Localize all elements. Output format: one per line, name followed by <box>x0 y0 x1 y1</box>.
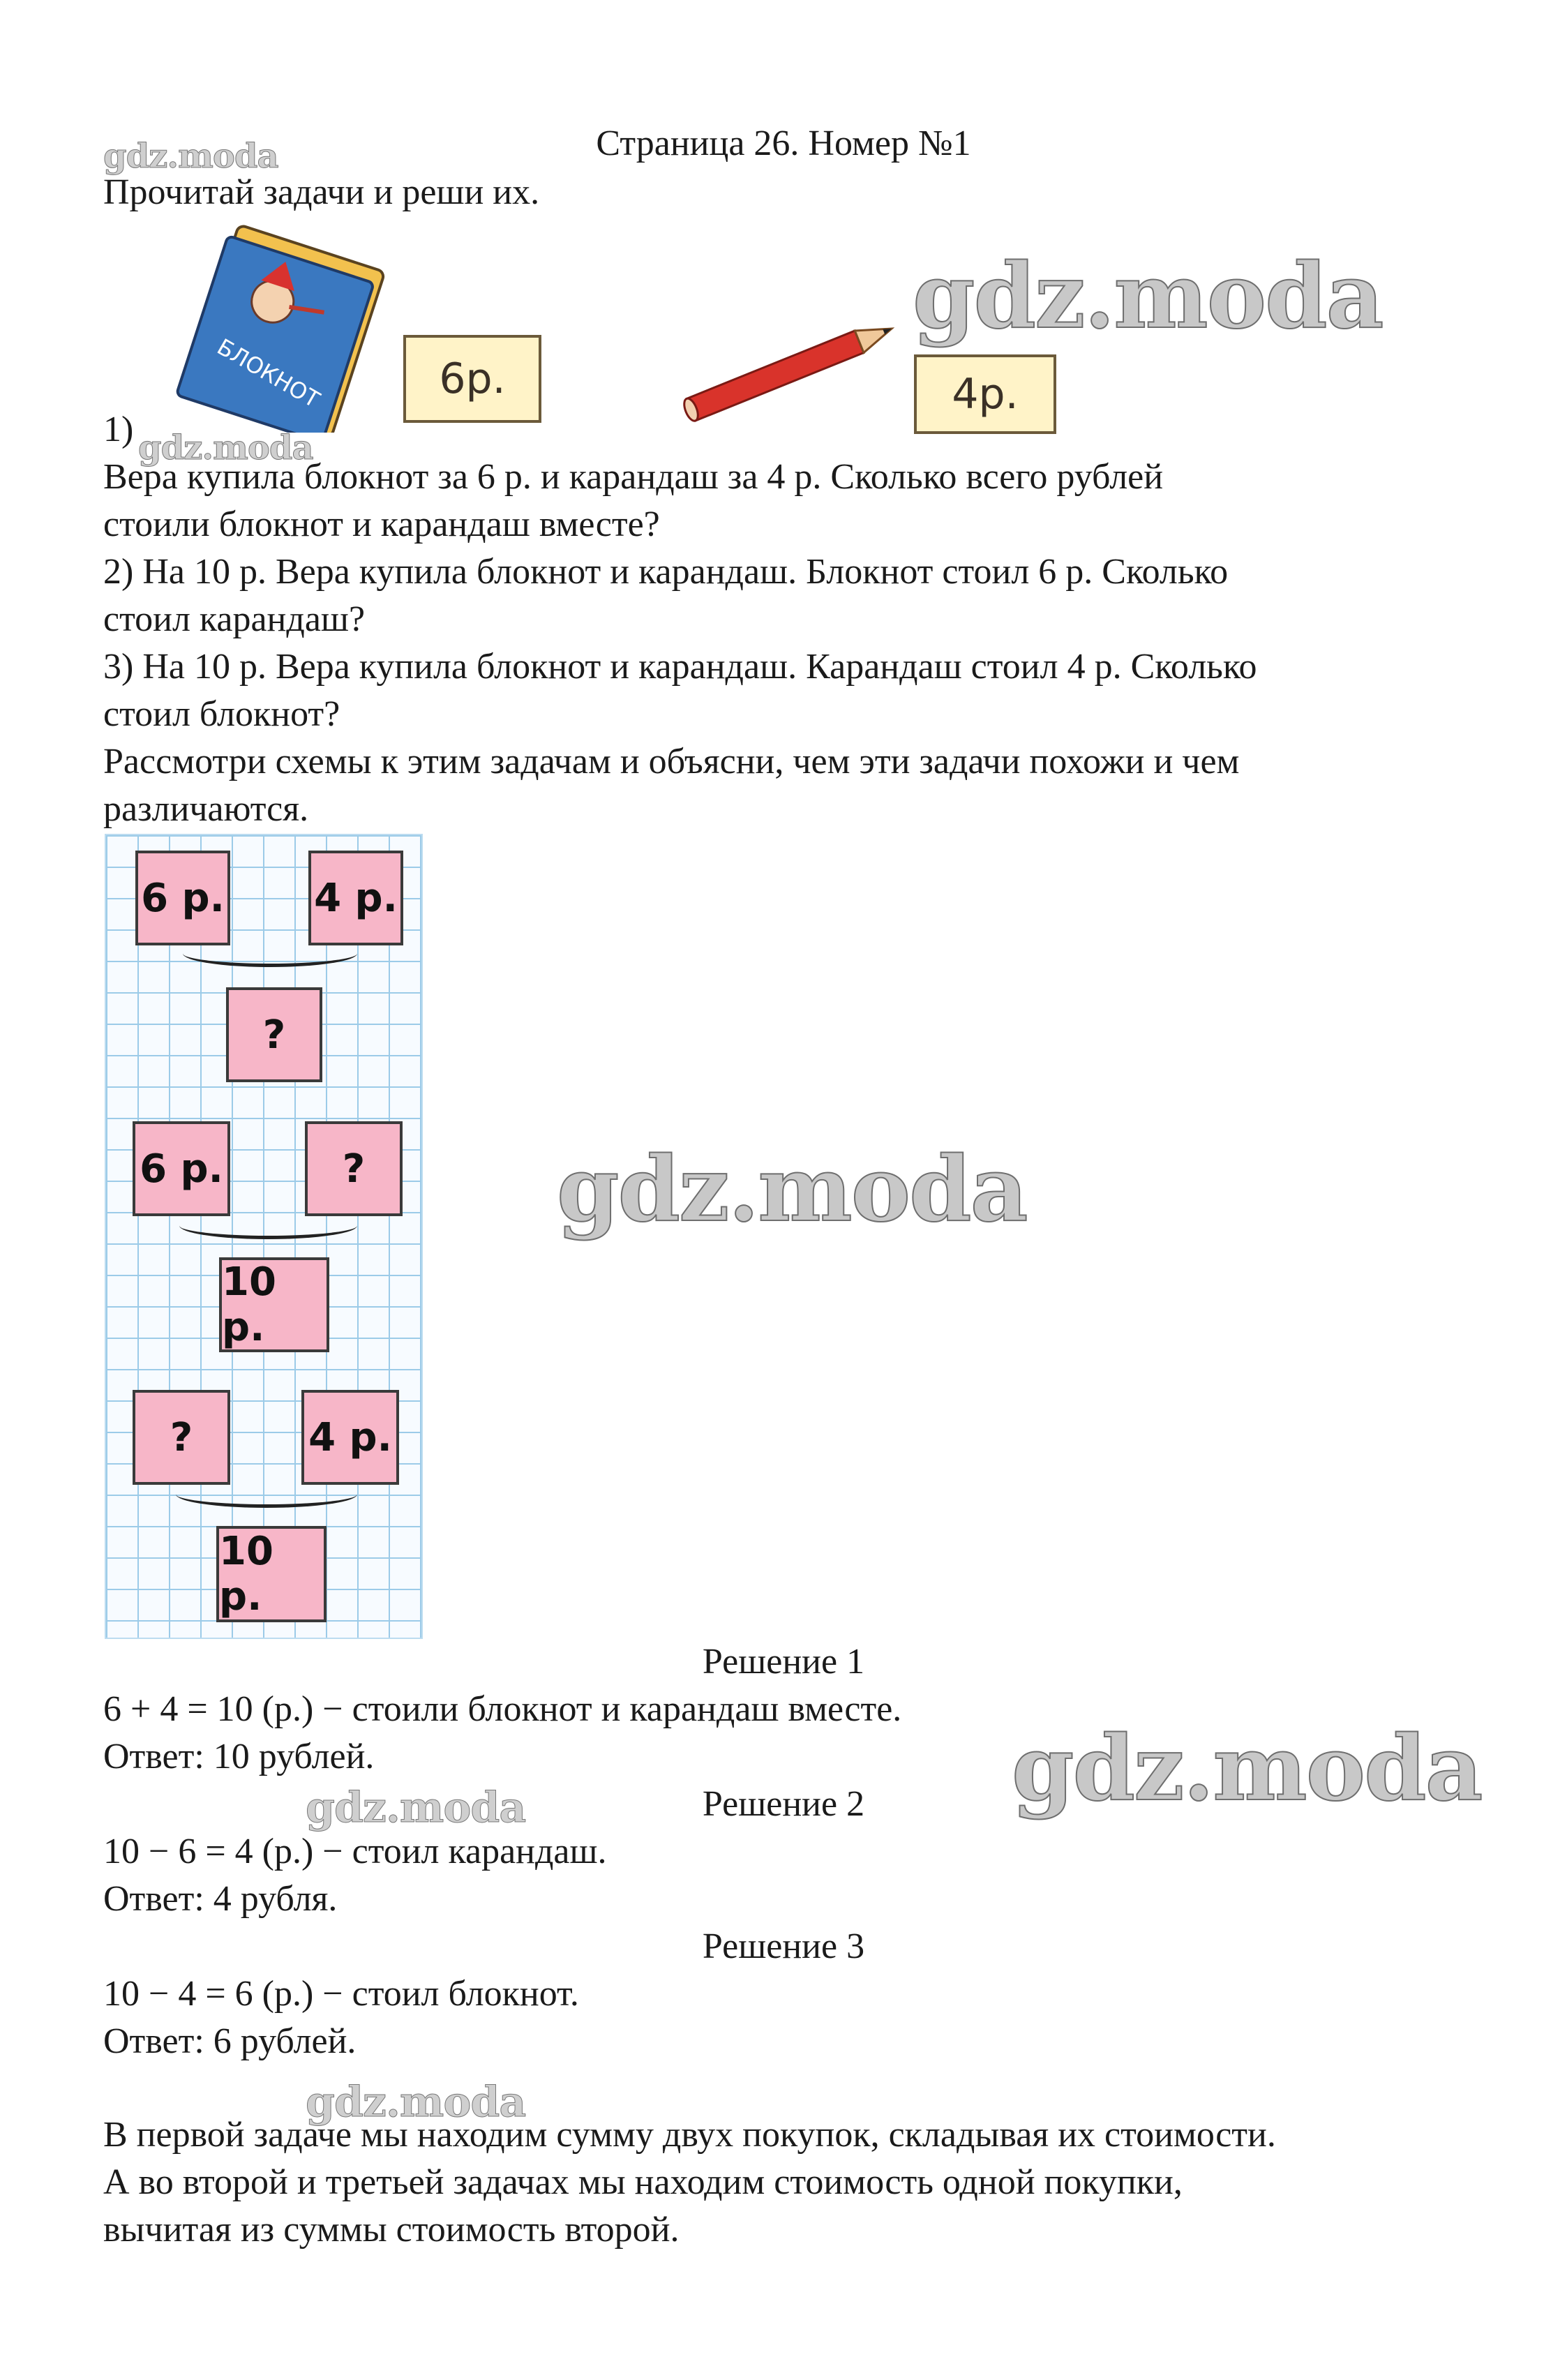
watermark: gdz.moda <box>1012 1716 1482 1821</box>
price-tag-pencil: 4р. <box>914 354 1056 434</box>
watermark: gdz.moda <box>913 244 1383 349</box>
notebook-label: БЛОКНОТ <box>212 333 324 413</box>
compare-line-2: различаются. <box>103 789 309 829</box>
watermark: gdz.moda <box>306 2078 526 2127</box>
scheme-grid <box>105 834 423 1639</box>
scheme-3-total: 10 р. <box>216 1526 327 1622</box>
watermark: gdz.moda <box>103 137 278 176</box>
problem-3-line-1: 3) На 10 р. Вера купила блокнот и карандаш. Карандаш стоил 4 р. Сколько <box>103 647 1257 687</box>
solution-1-answer: Ответ: 10 рублей. <box>103 1737 375 1776</box>
scheme-3-brace <box>176 1481 357 1508</box>
solution-3-equation: 10 − 4 = 6 (р.) − стоил блокнот. <box>103 1974 579 2014</box>
problem-3-line-2: стоил блокнот? <box>103 694 340 734</box>
problem-1-number: 1) <box>103 410 134 449</box>
page-title: Страница 26. Номер №1 <box>596 124 971 163</box>
watermark: gdz.moda <box>306 1783 526 1832</box>
solution-3-heading: Решение 3 <box>702 1926 865 1966</box>
solution-2-heading: Решение 2 <box>702 1784 865 1824</box>
scheme-3-left: ? <box>133 1390 230 1485</box>
notebook-illustration <box>160 223 412 433</box>
conclusion-line-3: вычитая из суммы стоимость второй. <box>103 2210 680 2250</box>
compare-line-1: Рассмотри схемы к этим задачам и объясни, чем эти задачи похожи и чем <box>103 742 1240 781</box>
problem-2-line-2: стоил карандаш? <box>103 599 366 639</box>
pencil-illustration <box>670 300 921 440</box>
scheme-2-brace <box>179 1212 357 1239</box>
scheme-1-left: 6 р. <box>135 851 230 945</box>
watermark: gdz.moda <box>138 428 313 467</box>
conclusion-line-2: А во второй и третьей задачах мы находим стоимость одной покупки, <box>103 2162 1183 2202</box>
price-tag-notebook: 6р. <box>403 335 541 423</box>
problem-2-line-1: 2) На 10 р. Вера купила блокнот и карандаш. Блокнот стоил 6 р. Сколько <box>103 552 1229 592</box>
scheme-1-right: 4 р. <box>308 851 403 945</box>
scheme-2-right: ? <box>305 1121 403 1216</box>
scheme-2-total: 10 р. <box>219 1257 329 1352</box>
scheme-3-right: 4 р. <box>301 1390 399 1485</box>
conclusion-line-1: В первой задаче мы находим сумму двух покупок, складывая их стоимости. <box>103 2115 1276 2155</box>
solution-2-answer: Ответ: 4 рубля. <box>103 1879 338 1919</box>
solution-1-equation: 6 + 4 = 10 (р.) − стоили блокнот и карандаш вместе. <box>103 1689 902 1729</box>
problem-1-line-1: Вера купила блокнот за 6 р. и карандаш за 4 р. Сколько всего рублей <box>103 457 1164 497</box>
scheme-2-left: 6 р. <box>133 1121 230 1216</box>
solution-2-equation: 10 − 6 = 4 (р.) − стоил карандаш. <box>103 1832 607 1871</box>
scheme-1-total: ? <box>226 987 322 1082</box>
solution-1-heading: Решение 1 <box>702 1642 865 1682</box>
scheme-1-brace <box>183 940 357 967</box>
watermark: gdz.moda <box>557 1137 1027 1242</box>
problem-1-line-2: стоили блокнот и карандаш вместе? <box>103 504 660 544</box>
task-instruction: Прочитай задачи и реши их. <box>103 172 540 212</box>
solution-3-answer: Ответ: 6 рублей. <box>103 2021 357 2061</box>
